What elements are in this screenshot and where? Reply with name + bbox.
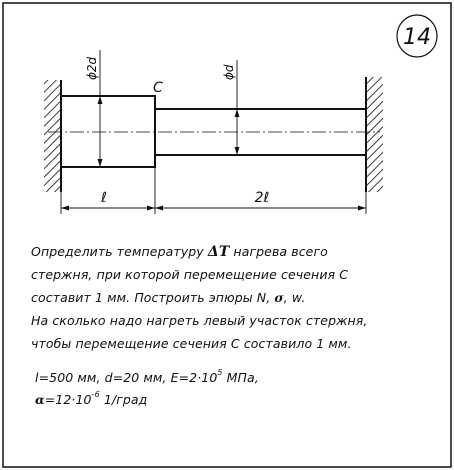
task-line-4: На сколько надо нагреть левый участок стержня, bbox=[31, 313, 368, 328]
delta-t-symbol: ΔT bbox=[207, 244, 230, 260]
diameter-left-label: ϕ2d bbox=[85, 56, 99, 80]
task-line-5: чтобы перемещение сечения C составило 1 мм. bbox=[31, 336, 352, 351]
length-left-label: ℓ bbox=[101, 190, 107, 206]
task-line-2: стержня, при которой перемещение сечения C bbox=[31, 267, 349, 282]
diameter-right-label: ϕd bbox=[222, 64, 236, 80]
left-wall-hatch bbox=[44, 80, 61, 192]
right-wall-hatch bbox=[366, 77, 383, 192]
task-line-3: составит 1 мм. Построить эпюры N, σ, w. bbox=[31, 290, 306, 305]
alpha-symbol: α bbox=[35, 392, 45, 408]
sigma-symbol: σ bbox=[274, 290, 284, 305]
section-c-label: C bbox=[153, 80, 163, 96]
task-line-1: Определить температуру ΔT нагрева всего bbox=[31, 244, 328, 260]
left-rod-section bbox=[61, 96, 155, 167]
problem-number: 14 bbox=[403, 25, 431, 50]
length-right-label: 2ℓ bbox=[254, 190, 270, 206]
given-line-1: l=500 мм, d=20 мм, $E=2\cdot 10^5$ МПа, bbox=[35, 368, 259, 386]
given-line-2: $\alpha=12\cdot 10^{-6}$ 1/град bbox=[35, 390, 148, 408]
